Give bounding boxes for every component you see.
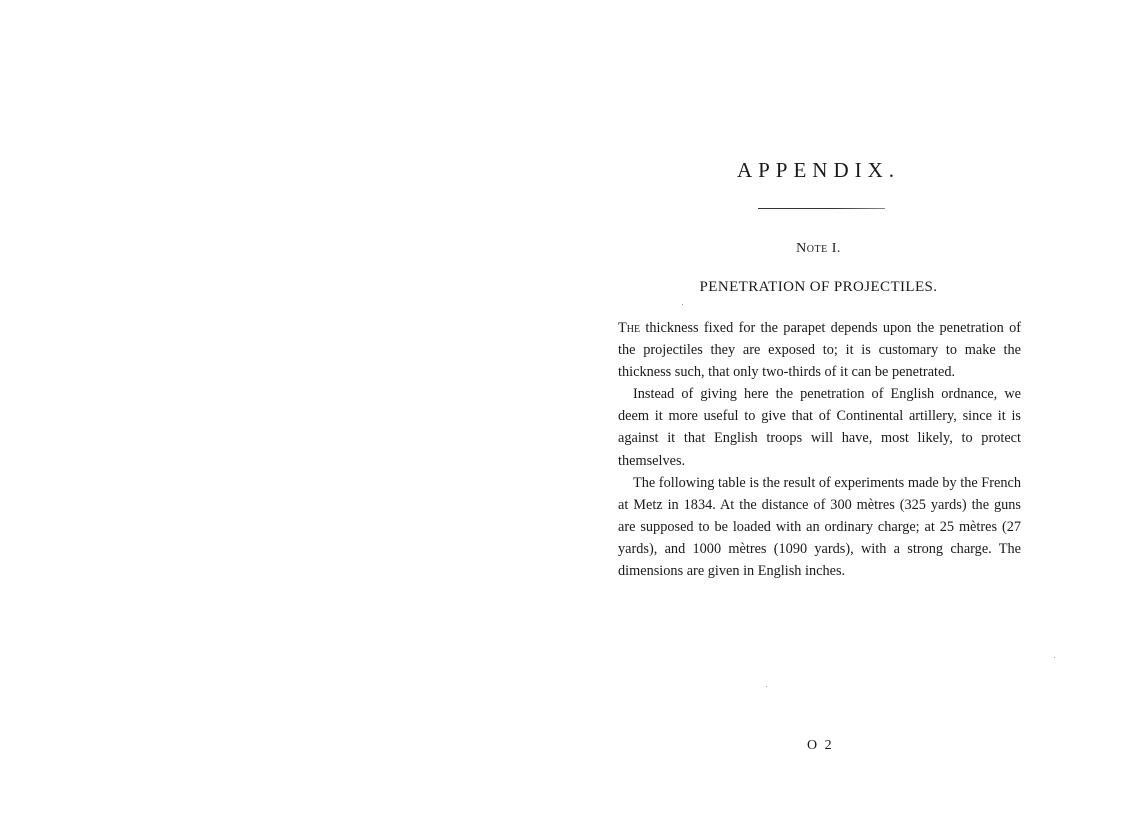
paragraph-3: The following table is the result of experiments made by the French at Metz in 1834. At the distance of 300 mètres (325 yards) the guns are supposed to be loaded with an ordinary charge; at 25 mètres (27 yards), and 1000 mètres (1090 yards), with a strong charge. The dimensions are given in English inches. bbox=[618, 474, 1021, 580]
paper-speck bbox=[682, 304, 683, 305]
appendix-heading: APPENDIX. bbox=[736, 158, 901, 182]
heading-rule bbox=[758, 208, 885, 209]
paper-speck bbox=[766, 686, 767, 687]
body-text bbox=[618, 317, 1021, 582]
note-label: Note I. bbox=[796, 241, 841, 256]
right-page bbox=[570, 0, 1125, 813]
page-signature: O 2 bbox=[807, 738, 834, 753]
paragraph-1-text: thickness fixed for the parapet depends upon the penetration of the projectiles they are exposed to; it is customary to make the thickness such, that only two-thirds of it can be penetrated. bbox=[618, 320, 1021, 381]
paper-speck bbox=[1054, 657, 1055, 658]
paragraph-2: Instead of giving here the penetration of English ordnance, we deem it more useful to give that of Continental artillery, since it is against it that English troops will have, most likely, to protect themselves. bbox=[618, 386, 1021, 469]
paragraph-1 bbox=[618, 317, 1021, 383]
section-subtitle: PENETRATION OF PROJECTILES. bbox=[699, 279, 938, 295]
paragraph-1-lead: The bbox=[618, 320, 641, 336]
